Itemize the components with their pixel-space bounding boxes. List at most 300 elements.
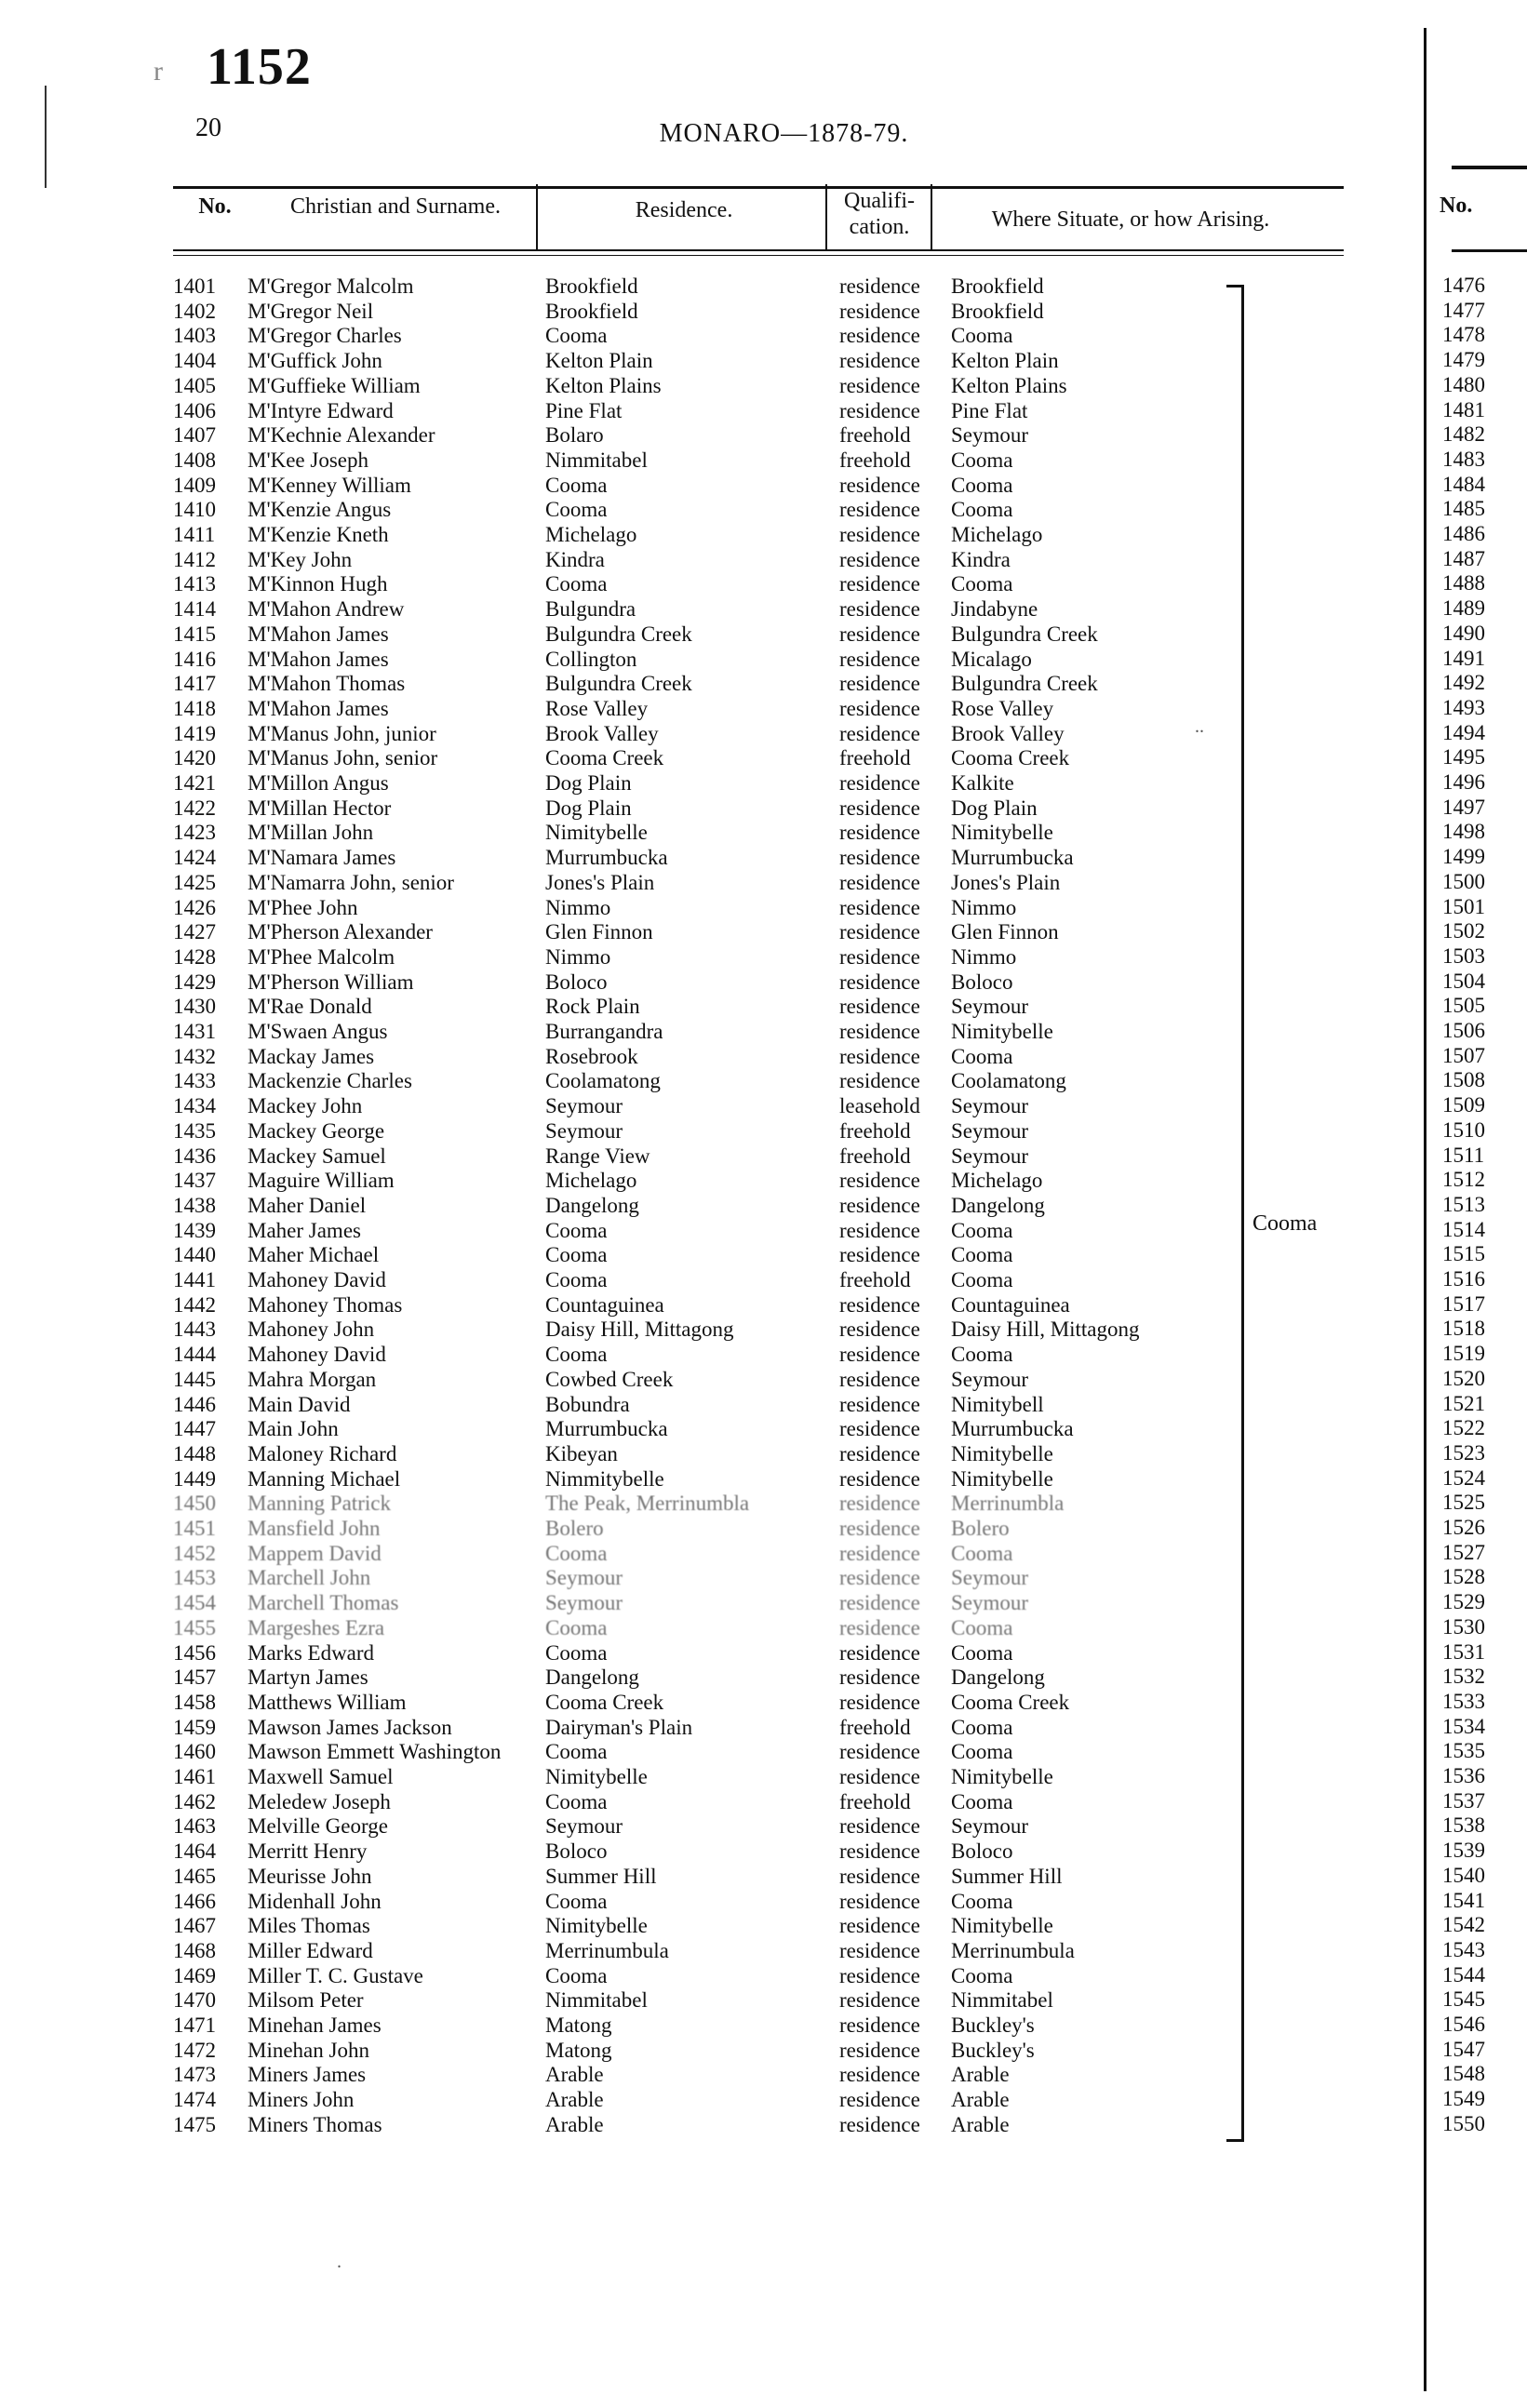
- next-page-entry-number: 1543: [1442, 1937, 1485, 1961]
- entry-name: Mahoney David: [248, 1343, 386, 1367]
- entry-name: M'Kinnon Hugh: [248, 572, 388, 596]
- entry-qualification: residence: [839, 1318, 920, 1342]
- entry-number: 1458: [173, 1690, 216, 1714]
- header-residence: Residence.: [635, 198, 733, 222]
- table-row: [0, 1864, 1527, 1889]
- entry-number: 1466: [173, 1889, 216, 1913]
- entry-number: 1421: [173, 771, 216, 795]
- entry-number: 1420: [173, 746, 216, 770]
- next-page-entry-number: 1511: [1442, 1143, 1485, 1167]
- entry-where: Buckley's: [951, 2013, 1035, 2037]
- entry-number: 1467: [173, 1914, 216, 1938]
- entry-residence: Cowbed Creek: [545, 1367, 674, 1391]
- entry-qualification: freehold: [839, 746, 911, 770]
- entry-name: M'Mahon James: [248, 696, 389, 720]
- next-page-entry-number: 1490: [1442, 621, 1485, 645]
- entry-qualification: residence: [839, 1541, 920, 1565]
- entry-residence: Summer Hill: [545, 1864, 657, 1888]
- entry-name: Main David: [248, 1392, 351, 1416]
- table-row: [0, 2087, 1527, 2112]
- table-row: [0, 1168, 1527, 1193]
- entry-residence: Michelago: [545, 1169, 637, 1193]
- entry-number: 1440: [173, 1243, 216, 1267]
- entry-qualification: residence: [839, 2088, 920, 2112]
- entry-where: Bulgundra Creek: [951, 672, 1098, 696]
- entry-qualification: residence: [839, 523, 920, 546]
- margin-tick: r: [154, 56, 163, 87]
- next-page-entry-number: 1497: [1442, 795, 1485, 819]
- entry-where: Brookfield: [951, 274, 1044, 298]
- entry-where: Kelton Plain: [951, 349, 1059, 373]
- entry-residence: Countaguinea: [545, 1292, 664, 1317]
- entry-qualification: residence: [839, 498, 920, 522]
- entry-qualification: residence: [839, 324, 920, 348]
- entry-residence: Seymour: [545, 1814, 623, 1839]
- table-row: [0, 1292, 1527, 1318]
- table-row: [0, 448, 1527, 473]
- next-page-entry-number: 1477: [1442, 298, 1485, 322]
- entry-residence: Bulgundra: [545, 597, 636, 622]
- next-page-entry-number: 1530: [1442, 1614, 1485, 1639]
- table-row: [0, 1889, 1527, 1914]
- entry-where: Cooma Creek: [951, 746, 1070, 770]
- entry-number: 1427: [173, 920, 216, 944]
- entry-name: M'Gregor Neil: [248, 299, 374, 323]
- next-page-entry-number: 1529: [1442, 1590, 1485, 1614]
- entry-where: Kindra: [951, 547, 1011, 571]
- next-page-entry-number: 1494: [1442, 720, 1485, 744]
- next-page-entry-number: 1489: [1442, 596, 1485, 621]
- next-page-entry-number: 1505: [1442, 994, 1485, 1018]
- entry-name: M'Gregor Malcolm: [248, 274, 414, 298]
- entry-qualification: residence: [839, 1839, 920, 1864]
- entry-number: 1437: [173, 1169, 216, 1193]
- entry-residence: Nimmo: [545, 944, 611, 969]
- entry-number: 1447: [173, 1417, 216, 1441]
- entry-qualification: residence: [839, 1988, 920, 2013]
- entry-number: 1429: [173, 970, 216, 994]
- col-divider: [931, 184, 932, 251]
- next-page-entry-number: 1510: [1442, 1117, 1485, 1142]
- entry-residence: Arable: [545, 2063, 604, 2087]
- entry-qualification: residence: [839, 696, 920, 720]
- entry-where: Cooma: [951, 1640, 1013, 1665]
- entry-residence: Arable: [545, 2088, 604, 2112]
- entry-where: Pine Flat: [951, 398, 1028, 422]
- entry-number: 1474: [173, 2088, 216, 2112]
- entry-where: Nimitybelle: [951, 1466, 1053, 1491]
- entry-number: 1471: [173, 2013, 216, 2037]
- header-where: Where Situate, or how Arising.: [991, 207, 1270, 232]
- entry-residence: Seymour: [545, 1566, 623, 1590]
- entry-residence: Seymour: [545, 1118, 623, 1143]
- entry-number: 1468: [173, 1938, 216, 1962]
- next-page-entry-number: 1492: [1442, 671, 1485, 695]
- entry-number: 1470: [173, 1988, 216, 2013]
- entry-number: 1442: [173, 1292, 216, 1317]
- table-row: [0, 1491, 1527, 1516]
- entry-qualification: residence: [839, 1492, 920, 1516]
- entry-residence: Nimitybelle: [545, 821, 648, 845]
- next-page-entry-number: 1482: [1442, 422, 1485, 447]
- table-row: [0, 1839, 1527, 1864]
- entry-qualification: leasehold: [839, 1094, 920, 1118]
- entry-name: Meurisse John: [248, 1864, 372, 1888]
- entry-where: Rose Valley: [951, 696, 1054, 720]
- entry-qualification: residence: [839, 2063, 920, 2087]
- entry-where: Murrumbucka: [951, 1417, 1074, 1441]
- entry-number: 1446: [173, 1392, 216, 1416]
- entry-qualification: residence: [839, 672, 920, 696]
- header-qualification: Qualifi- cation.: [844, 189, 915, 239]
- entry-number: 1459: [173, 1715, 216, 1739]
- stray-mark: ..: [1195, 716, 1204, 737]
- next-page-entry-number: 1526: [1442, 1516, 1485, 1539]
- entry-number: 1416: [173, 647, 216, 671]
- next-page-entry-number: 1522: [1442, 1416, 1485, 1440]
- entry-qualification: residence: [839, 2038, 920, 2062]
- entry-name: Miners James: [248, 2063, 367, 2087]
- next-page-entry-number: 1525: [1442, 1491, 1485, 1515]
- col-divider: [825, 184, 827, 251]
- entry-name: Miners John: [248, 2088, 355, 2112]
- entry-residence: Dairyman's Plain: [545, 1715, 693, 1739]
- entry-residence: Cooma: [545, 1268, 608, 1291]
- next-page-entry-number: 1495: [1442, 745, 1485, 769]
- table-row: [0, 473, 1527, 498]
- table-row: [0, 1093, 1527, 1118]
- entry-name: Maher James: [248, 1218, 361, 1242]
- entry-name: M'Phee Malcolm: [248, 944, 395, 969]
- entry-name: M'Millon Angus: [248, 771, 389, 795]
- next-page-entry-number: 1483: [1442, 447, 1485, 471]
- entry-where: Seymour: [951, 1591, 1029, 1615]
- entry-number: 1403: [173, 324, 216, 348]
- entry-qualification: freehold: [839, 448, 911, 472]
- entry-qualification: residence: [839, 2013, 920, 2037]
- entry-residence: Michelago: [545, 523, 637, 546]
- entry-qualification: residence: [839, 771, 920, 795]
- next-page-entry-number: 1539: [1442, 1839, 1485, 1863]
- entry-residence: Cooma: [545, 324, 608, 348]
- entry-name: Manning Michael: [248, 1466, 401, 1491]
- entry-number: 1434: [173, 1094, 216, 1118]
- entry-where: Merrinumbula: [951, 1938, 1075, 1962]
- entry-number: 1430: [173, 995, 216, 1019]
- table-row: [0, 2062, 1527, 2087]
- table-row: [0, 970, 1527, 995]
- entry-number: 1449: [173, 1466, 216, 1491]
- page-number: 20: [195, 114, 221, 142]
- entry-residence: Brookfield: [545, 274, 638, 298]
- page-title: MONARO—1878-79.: [659, 119, 909, 148]
- entry-where: Kalkite: [951, 771, 1014, 795]
- entry-number: 1426: [173, 895, 216, 919]
- entry-name: Marks Edward: [248, 1640, 375, 1665]
- entry-name: M'Manus John, junior: [248, 721, 436, 745]
- table-row: [0, 373, 1527, 398]
- entry-number: 1464: [173, 1839, 216, 1864]
- entry-name: Main John: [248, 1417, 339, 1441]
- entry-name: Mahra Morgan: [248, 1367, 377, 1391]
- entry-residence: Dog Plain: [545, 796, 632, 820]
- next-page-entry-number: 1549: [1442, 2087, 1485, 2111]
- next-page-entry-number: 1480: [1442, 372, 1485, 396]
- next-page-entry-number: 1544: [1442, 1962, 1485, 1987]
- entry-where: Seymour: [951, 423, 1029, 448]
- folio-number: 1152: [207, 38, 312, 96]
- entry-name: Meledew Joseph: [248, 1789, 391, 1813]
- entry-number: 1401: [173, 274, 216, 298]
- entry-name: Maloney Richard: [248, 1441, 397, 1465]
- entry-qualification: residence: [839, 1193, 920, 1217]
- entry-where: Dangelong: [951, 1666, 1045, 1690]
- entry-residence: Brookfield: [545, 299, 638, 323]
- entry-number: 1443: [173, 1318, 216, 1342]
- next-page-entry-number: 1512: [1442, 1168, 1485, 1192]
- entry-number: 1439: [173, 1218, 216, 1242]
- table-row: [0, 596, 1527, 622]
- entry-number: 1465: [173, 1864, 216, 1888]
- entry-residence: Nimitybelle: [545, 1765, 648, 1788]
- entry-where: Cooma: [951, 1343, 1013, 1367]
- entry-number: 1457: [173, 1666, 216, 1690]
- entry-name: Minehan James: [248, 2013, 382, 2037]
- next-page-entry-number: 1506: [1442, 1019, 1485, 1042]
- entry-where: Cooma: [951, 1541, 1013, 1565]
- table-row: [0, 1267, 1527, 1292]
- next-page-entry-number: 1542: [1442, 1913, 1485, 1937]
- next-page-entry-number: 1536: [1442, 1764, 1485, 1787]
- entry-residence: Cooma: [545, 1963, 608, 1987]
- entry-residence: Matong: [545, 2013, 612, 2037]
- next-page-entry-number: 1507: [1442, 1043, 1485, 1067]
- entry-residence: Cooma Creek: [545, 746, 664, 770]
- entry-name: M'Rae Donald: [248, 995, 372, 1019]
- entry-number: 1451: [173, 1517, 216, 1540]
- table-row: [0, 1913, 1527, 1938]
- entry-number: 1418: [173, 696, 216, 720]
- entry-qualification: residence: [839, 821, 920, 845]
- entry-residence: Rosebrook: [545, 1044, 638, 1068]
- entry-name: Mahoney John: [248, 1318, 375, 1342]
- next-page-entry-number: 1533: [1442, 1689, 1485, 1713]
- entry-residence: Nimmitabel: [545, 448, 648, 472]
- entry-name: M'Intyre Edward: [248, 398, 394, 422]
- entry-residence: Merrinumbula: [545, 1938, 669, 1962]
- entry-name: Manning Patrick: [248, 1492, 391, 1516]
- entry-name: Mawson Emmett Washington: [248, 1740, 502, 1764]
- entry-where: Cooma: [951, 1740, 1013, 1764]
- table-row: [0, 1144, 1527, 1169]
- entry-residence: Seymour: [545, 1591, 623, 1615]
- entry-where: Dangelong: [951, 1193, 1045, 1217]
- table-row: [0, 1764, 1527, 1789]
- entry-where: Cooma: [951, 448, 1013, 472]
- entry-qualification: residence: [839, 1566, 920, 1590]
- entry-where: Bulgundra Creek: [951, 622, 1098, 646]
- entry-where: Boloco: [951, 970, 1013, 994]
- entry-name: M'Pherson William: [248, 970, 414, 994]
- entry-where: Nimitybelle: [951, 1441, 1053, 1465]
- entry-residence: Bulgundra Creek: [545, 672, 692, 696]
- entry-number: 1402: [173, 299, 216, 323]
- entry-residence: Dangelong: [545, 1193, 639, 1217]
- entry-number: 1454: [173, 1591, 216, 1615]
- next-page-entry-number: 1517: [1442, 1291, 1485, 1316]
- entry-qualification: residence: [839, 299, 920, 323]
- entry-residence: Cooma: [545, 498, 608, 522]
- entry-name: Mappem David: [248, 1541, 382, 1565]
- next-page-entry-number: 1534: [1442, 1714, 1485, 1738]
- next-page-entry-number: 1532: [1442, 1665, 1485, 1689]
- table-row: [0, 1590, 1527, 1615]
- entry-where: Dog Plain: [951, 796, 1038, 820]
- table-row: [0, 571, 1527, 596]
- entry-residence: Matong: [545, 2038, 612, 2062]
- entry-where: Arable: [951, 2088, 1010, 2112]
- entry-qualification: residence: [839, 1292, 920, 1317]
- next-page-entry-number: 1498: [1442, 820, 1485, 844]
- next-page-entry-number: 1503: [1442, 943, 1485, 968]
- entry-residence: Cooma: [545, 473, 608, 497]
- entry-qualification: residence: [839, 1640, 920, 1665]
- next-page-entry-number: 1527: [1442, 1540, 1485, 1564]
- entry-name: Melville George: [248, 1814, 388, 1839]
- entry-name: M'Mahon James: [248, 647, 389, 671]
- table-row: [0, 1938, 1527, 1963]
- header-bottom-rule: [173, 249, 1344, 251]
- entry-name: Mackay James: [248, 1044, 375, 1068]
- entry-residence: Kelton Plains: [545, 373, 662, 397]
- header-no: No.: [198, 194, 232, 219]
- entry-qualification: freehold: [839, 1118, 911, 1143]
- table-row: [0, 1118, 1527, 1144]
- entry-number: 1450: [173, 1492, 216, 1516]
- table-row: [0, 522, 1527, 547]
- next-page-entry-number: 1500: [1442, 869, 1485, 893]
- table-row: [0, 497, 1527, 522]
- entry-residence: Murrumbucka: [545, 1417, 668, 1441]
- entry-residence: Cooma: [545, 1343, 608, 1367]
- next-page-entry-number: 1528: [1442, 1565, 1485, 1589]
- next-page-entry-number: 1516: [1442, 1267, 1485, 1291]
- next-page-entry-number: 1499: [1442, 845, 1485, 869]
- next-page-entry-number: 1478: [1442, 323, 1485, 347]
- entry-name: Midenhall John: [248, 1889, 382, 1913]
- entry-residence: Boloco: [545, 1839, 608, 1864]
- entry-qualification: residence: [839, 1020, 920, 1043]
- next-page-entry-number: 1515: [1442, 1242, 1485, 1266]
- entry-qualification: residence: [839, 1517, 920, 1540]
- entry-name: M'Kenzie Kneth: [248, 523, 389, 546]
- next-page-rule: [1452, 249, 1527, 252]
- entry-qualification: residence: [839, 1591, 920, 1615]
- entry-residence: Cooma: [545, 1541, 608, 1565]
- entry-qualification: residence: [839, 1243, 920, 1267]
- entry-where: Cooma: [951, 1889, 1013, 1913]
- entry-qualification: freehold: [839, 1268, 911, 1291]
- next-page-entry-number: 1538: [1442, 1813, 1485, 1838]
- entry-number: 1417: [173, 672, 216, 696]
- entry-residence: Cooma: [545, 1889, 608, 1913]
- table-row: [0, 745, 1527, 770]
- next-page-entry-number: 1509: [1442, 1093, 1485, 1117]
- table-row: [0, 796, 1527, 821]
- entry-residence: Bolero: [545, 1517, 604, 1540]
- entry-where: Michelago: [951, 1169, 1043, 1193]
- table-row: [0, 721, 1527, 746]
- entry-name: Maxwell Samuel: [248, 1765, 394, 1788]
- entry-qualification: residence: [839, 349, 920, 373]
- table-row: [0, 696, 1527, 721]
- table-row: [0, 348, 1527, 373]
- entry-name: Maguire William: [248, 1169, 395, 1193]
- entry-name: Minehan John: [248, 2038, 369, 2062]
- table-row: [0, 1044, 1527, 1069]
- entry-name: Mansfield John: [248, 1517, 381, 1540]
- next-page-entry-number: 1485: [1442, 497, 1485, 521]
- entry-name: M'Mahon James: [248, 622, 389, 646]
- table-row: [0, 2038, 1527, 2063]
- table-row: [0, 1242, 1527, 1267]
- entry-where: Cooma: [951, 498, 1013, 522]
- bracket-label: Cooma: [1252, 1211, 1318, 1236]
- table-row: [0, 1665, 1527, 1690]
- entry-name: Mackey George: [248, 1118, 385, 1143]
- entry-name: M'Gregor Charles: [248, 324, 402, 348]
- entry-qualification: residence: [839, 1615, 920, 1639]
- entry-where: Cooma: [951, 324, 1013, 348]
- entry-where: Buckley's: [951, 2038, 1035, 2062]
- entry-name: M'Manus John, senior: [248, 746, 438, 770]
- entry-name: Mackenzie Charles: [248, 1069, 412, 1093]
- entry-qualification: residence: [839, 846, 920, 870]
- entry-residence: Dangelong: [545, 1666, 639, 1690]
- table-row: [0, 1019, 1527, 1044]
- next-page-entry-number: 1488: [1442, 571, 1485, 595]
- entry-residence: Bulgundra Creek: [545, 622, 692, 646]
- entry-name: M'Guffieke William: [248, 373, 421, 397]
- entry-qualification: residence: [839, 796, 920, 820]
- table-row: [0, 770, 1527, 796]
- entry-name: M'Kenzie Angus: [248, 498, 392, 522]
- entry-where: Nimitybelle: [951, 1914, 1053, 1938]
- entry-name: Margeshes Ezra: [248, 1615, 385, 1639]
- entry-residence: Cooma: [545, 1218, 608, 1242]
- entry-number: 1407: [173, 423, 216, 448]
- entry-qualification: residence: [839, 1392, 920, 1416]
- entry-residence: Kelton Plain: [545, 349, 653, 373]
- entry-residence: Brook Valley: [545, 721, 659, 745]
- next-page-entry-number: 1523: [1442, 1440, 1485, 1465]
- table-row: [0, 398, 1527, 423]
- entry-residence: Nimmitabel: [545, 1988, 648, 2013]
- entry-name: Maher Michael: [248, 1243, 380, 1267]
- entry-qualification: residence: [839, 597, 920, 622]
- entry-name: Mahoney David: [248, 1268, 386, 1291]
- entry-qualification: residence: [839, 1963, 920, 1987]
- entry-qualification: residence: [839, 995, 920, 1019]
- entry-qualification: freehold: [839, 423, 911, 448]
- table-row: [0, 1963, 1527, 1988]
- table-row: [0, 820, 1527, 845]
- entry-where: Seymour: [951, 1566, 1029, 1590]
- entry-number: 1441: [173, 1268, 216, 1291]
- table-row: [0, 647, 1527, 672]
- next-page-entry-number: 1514: [1442, 1217, 1485, 1241]
- entry-number: 1438: [173, 1193, 216, 1217]
